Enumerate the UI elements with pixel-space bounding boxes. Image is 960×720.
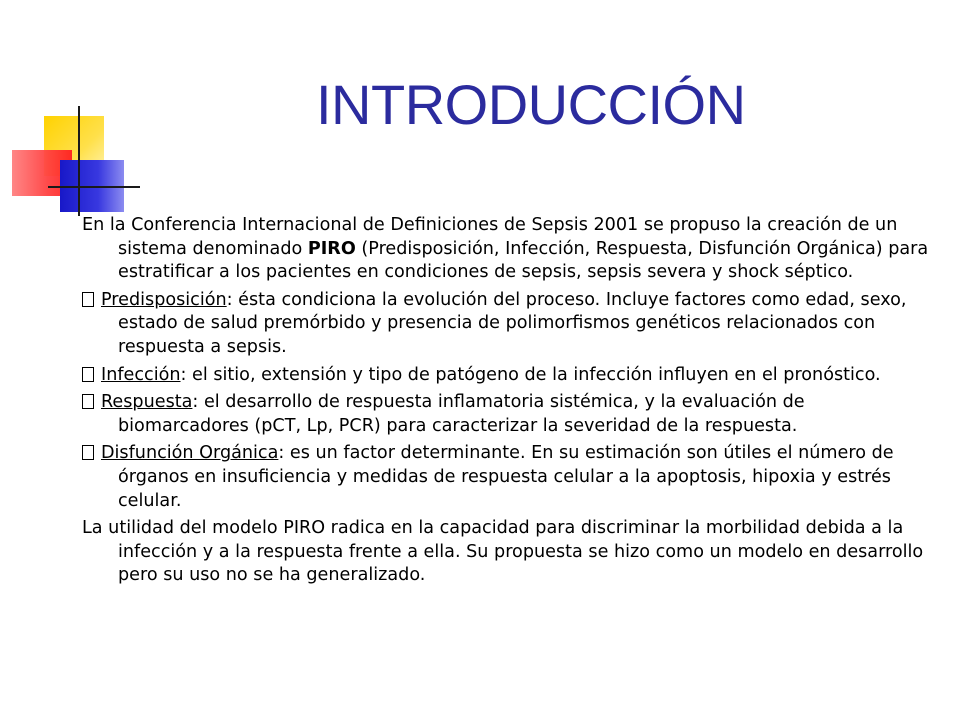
- vertical-line: [78, 106, 80, 216]
- bullet-item-disfuncion-organica: [82, 442, 932, 513]
- bullet-text: : es un factor determinante. En su estimación son útiles el número de órganos en insuficiencia y medidas de respuesta celular a la apoptosis, hipoxia y estrés celular.: [118, 443, 894, 511]
- empty-box-bullet-icon: [82, 445, 94, 460]
- empty-box-bullet-icon: [82, 292, 94, 307]
- slide-body: [82, 214, 932, 592]
- intro-text-start: En la Conferencia Internacional de Definiciones de Sepsis 2001 se propuso la creación de un sistema denominado: [82, 215, 898, 259]
- color-squares-decoration: [0, 0, 140, 220]
- intro-paragraph: [82, 214, 932, 285]
- bullet-term: Respuesta: [101, 392, 193, 413]
- bullet-item-predisposicion: [82, 289, 932, 360]
- slide-title: INTRODUCCIÓN: [316, 73, 746, 136]
- bullet-text: : ésta condiciona la evolución del proceso. Incluye factores como edad, sexo, estado de salud premórbido y presencia de polimorfismos genéticos relacionados con respuesta a sepsis.: [118, 289, 907, 357]
- bullet-term: Predisposición: [101, 289, 227, 310]
- bullet-item-respuesta: [82, 391, 932, 438]
- bullet-text: : el sitio, extensión y tipo de patógeno de la infección influyen en el pronóstico.: [180, 364, 881, 385]
- empty-box-bullet-icon: [82, 367, 94, 382]
- empty-box-bullet-icon: [82, 394, 94, 409]
- bullet-text: : el desarrollo de respuesta inflamatoria sistémica, y la evaluación de biomarcadores (pCT, Lp, PCR) para caracterizar la severidad de la respuesta.: [118, 392, 805, 436]
- horizontal-line: [48, 186, 140, 188]
- bullet-term: Infección: [101, 364, 181, 385]
- intro-text-end: (Predisposición, Infección, Respuesta, Disfunción Orgánica) para estratificar a los pacientes en condiciones de sepsis, sepsis severa y shock séptico.: [118, 238, 929, 283]
- conclusion-paragraph: La utilidad del modelo PIRO radica en la capacidad para discriminar la morbilidad debida a la infección y a la respuesta frente a ella. Su propuesta se hizo como un modelo en desarrollo pero su uso no se ha generalizado.: [82, 518, 924, 586]
- piro-term: PIRO: [307, 238, 356, 259]
- bullet-item-infeccion: [82, 364, 932, 388]
- bullet-term: Disfunción Orgánica: [101, 443, 279, 464]
